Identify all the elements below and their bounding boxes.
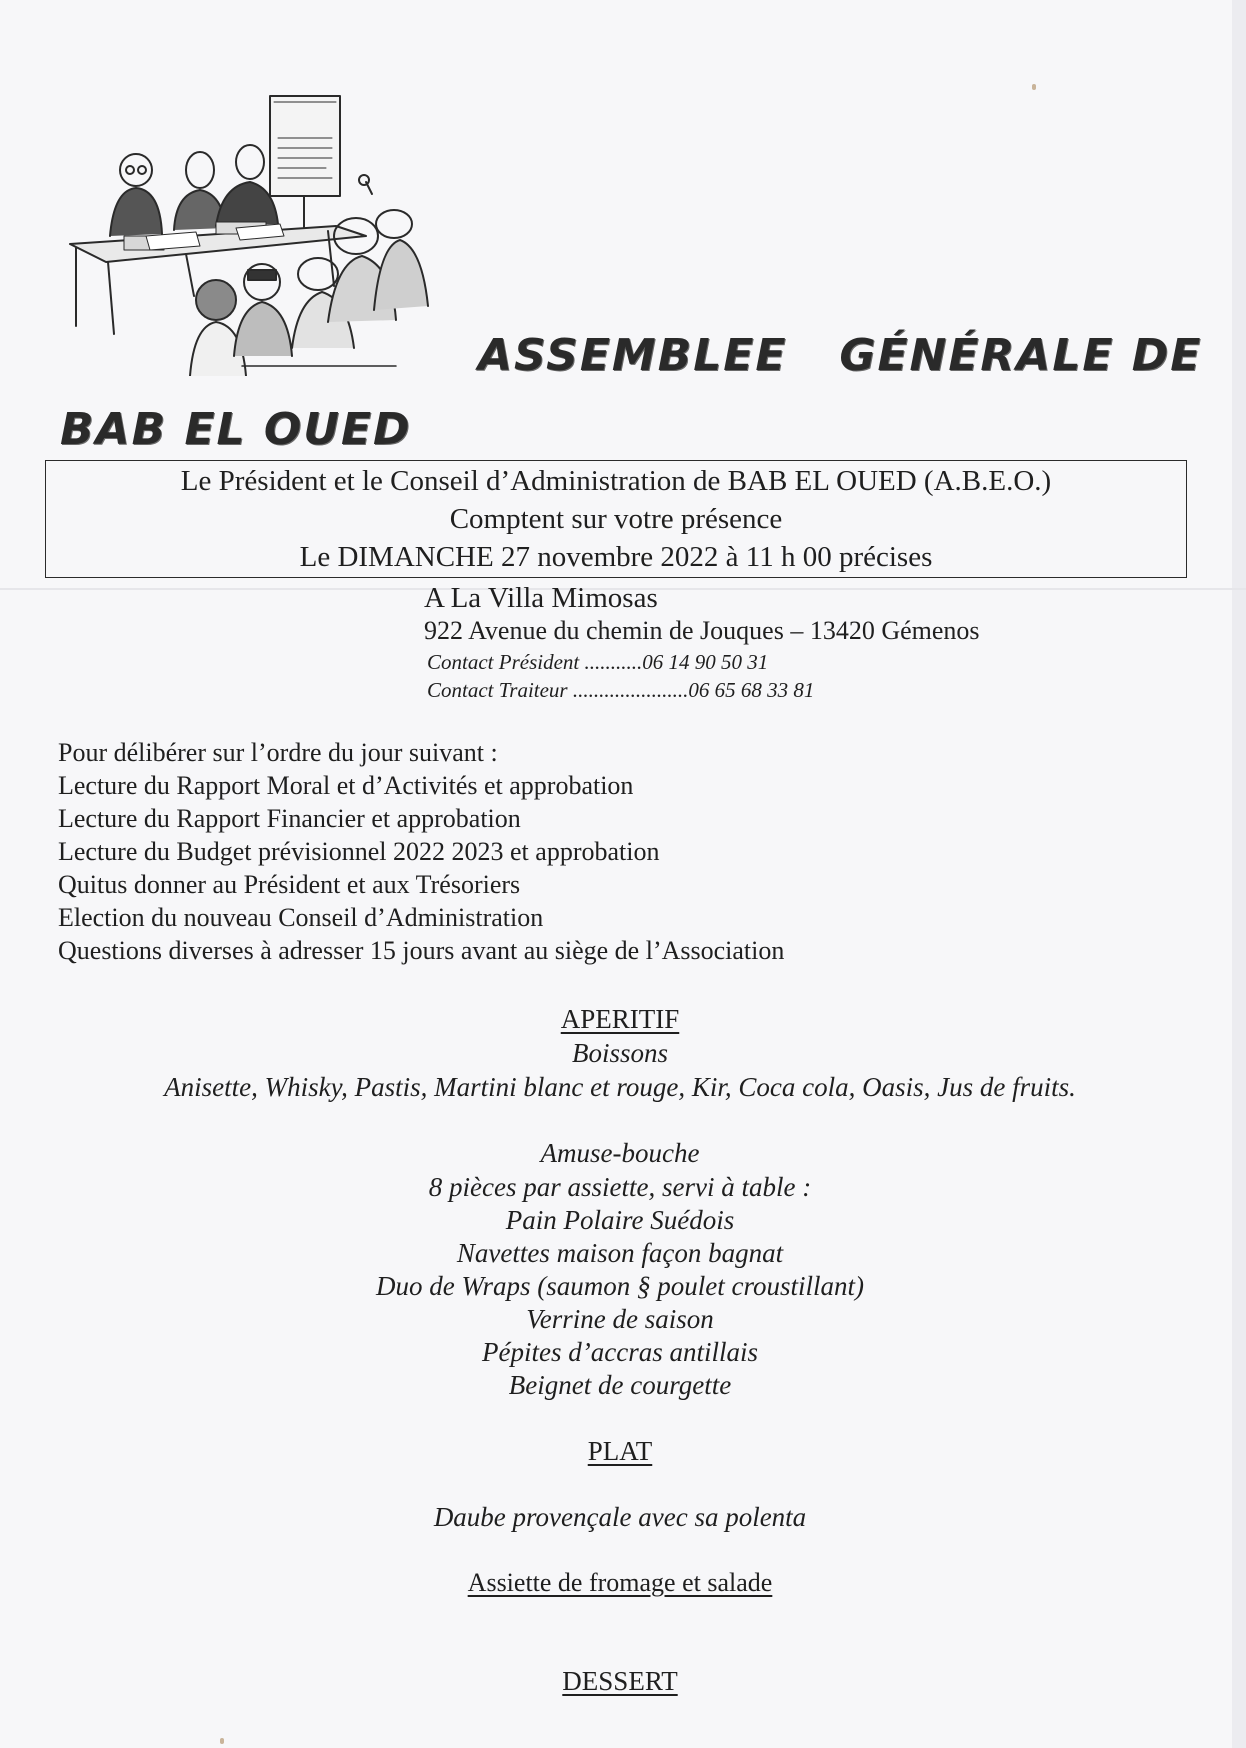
amuse-bouche-item: Pain Polaire Suédois: [505, 1205, 735, 1235]
invitation-line-2: Comptent sur votre présence: [449, 503, 783, 535]
agenda-item: Lecture du Rapport Financier et approbation: [58, 804, 521, 833]
amuse-bouche-item: Pépites d’accras antillais: [482, 1337, 758, 1367]
main-dish: Daube provençale avec sa polenta: [433, 1502, 807, 1532]
amuse-bouche-subtitle: 8 pièces par assiette, servi à table :: [428, 1172, 812, 1202]
paper-speck: [220, 1738, 224, 1744]
assembly-sign: [270, 96, 340, 196]
paper-edge: [1232, 0, 1246, 1748]
dessert-heading: DESSERT: [562, 1666, 678, 1696]
invitation-line-1: Le Président et le Conseil d’Administration de BAB EL OUED (A.B.E.O.): [180, 465, 1052, 497]
contact-president: Contact Président ...........06 14 90 50 31: [427, 650, 769, 674]
amuse-bouche-title: Amuse-bouche: [540, 1138, 700, 1168]
cheese-course: Assiette de fromage et salade: [467, 1568, 773, 1597]
drinks-list: Anisette, Whisky, Pastis, Martini blanc et rouge, Kir, Coca cola, Oasis, Jus de fruits.: [164, 1072, 1076, 1102]
paper-speck: [1032, 84, 1036, 90]
plat-heading: PLAT: [587, 1436, 653, 1466]
agenda-item: Election du nouveau Conseil d’Administration: [58, 903, 544, 932]
document-title-line-1: ASSEMBLEE GÉNÉRALE DE: [478, 330, 1203, 381]
invitation-box: [45, 460, 1187, 578]
drinks-title: Boissons: [571, 1038, 669, 1068]
agenda-item: Questions diverses à adresser 15 jours avant au siège de l’Association: [58, 936, 785, 965]
agenda-item: Lecture du Budget prévisionnel 2022 2023 et approbation: [58, 837, 660, 866]
amuse-bouche-item: Verrine de saison: [526, 1304, 714, 1334]
document-title-line-2: BAB EL OUED: [60, 404, 412, 455]
agenda-intro: Pour délibérer sur l’ordre du jour suivant :: [58, 738, 498, 767]
venue-name: A La Villa Mimosas: [424, 582, 658, 614]
amuse-bouche-item: Duo de Wraps (saumon § poulet croustillant): [376, 1271, 864, 1301]
assembly-cartoon-illustration: [66, 86, 456, 376]
aperitif-heading: APERITIF: [560, 1004, 680, 1034]
amuse-bouche-item: Beignet de courgette: [508, 1370, 732, 1400]
agenda-item: Lecture du Rapport Moral et d’Activités et approbation: [58, 771, 634, 800]
venue-address: 922 Avenue du chemin de Jouques – 13420 Gémenos: [424, 616, 980, 645]
agenda-item: Quitus donner au Président et aux Trésoriers: [58, 870, 521, 899]
invitation-date-line: Le DIMANCHE 27 novembre 2022 à 11 h 00 précises: [299, 541, 933, 573]
contact-caterer: Contact Traiteur ......................06 65 68 33 81: [427, 678, 815, 702]
amuse-bouche-item: Navettes maison façon bagnat: [456, 1238, 784, 1268]
